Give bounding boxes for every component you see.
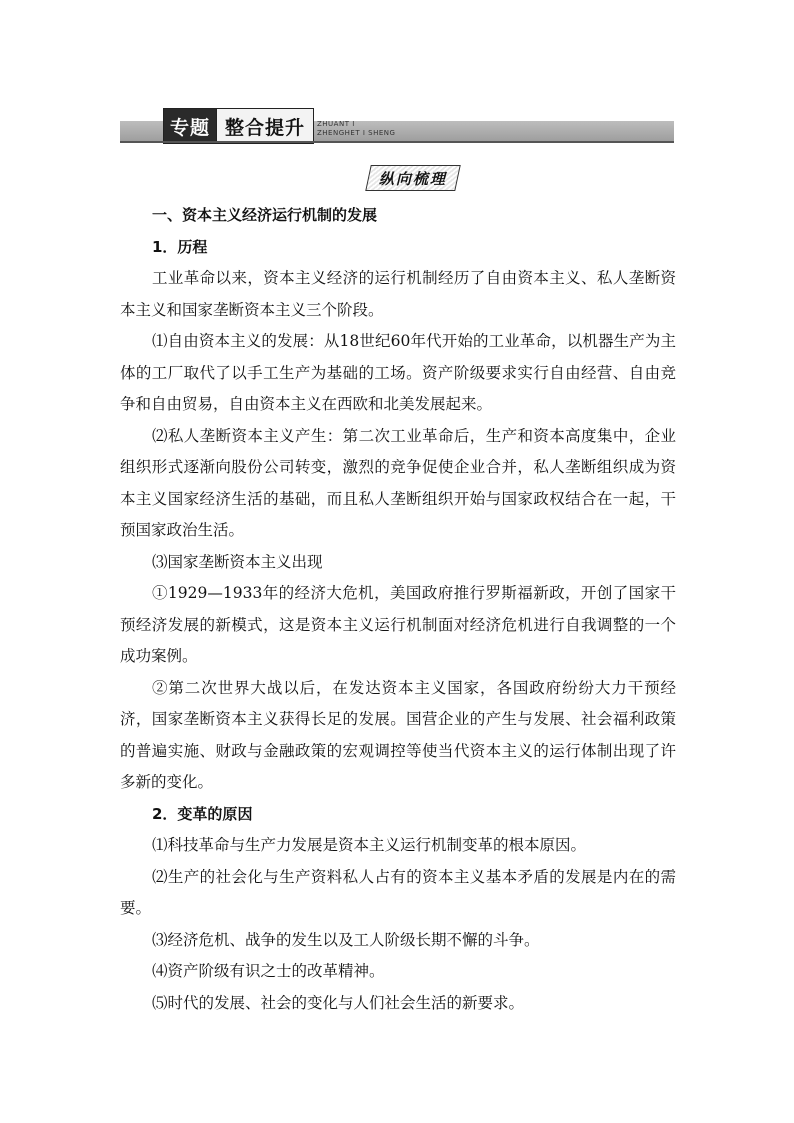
subheading-reasons: 2．变革的原因	[152, 804, 253, 823]
paragraph: ⑷资产阶级有识之士的改革精神。	[152, 962, 385, 980]
section-tag-label: 纵向梳理	[378, 169, 447, 188]
paragraph: 工业革命以来，资本主义经济的运行机制经历了自由资本主义、私人垄断资本主义和国家垄断资本主义三个阶段。	[120, 269, 676, 319]
banner-rule	[120, 141, 674, 143]
banner-title	[163, 108, 314, 144]
banner-title-light: 整合提升	[216, 109, 313, 143]
heading-1: 一、资本主义经济运行机制的发展	[152, 206, 378, 224]
paragraph: ⑴自由资本主义的发展：从18世纪60年代开始的工业革命，以机器生产为主体的工厂取代了以手工生产为基础的工场。资产阶级要求实行自由经营、自由竞争和自由贸易，自由资本主义在西欧和北美发展起来。	[120, 332, 676, 413]
paragraph: ⑶国家垄断资本主义出现	[152, 552, 323, 571]
paragraph: ⑴科技革命与生产力发展是资本主义运行机制变革的根本原因。	[152, 836, 587, 854]
banner-title-dark: 专题	[164, 109, 216, 143]
paragraph: ⑵私人垄断资本主义产生：第二次工业革命后，生产和资本高度集中，企业组织形式逐渐向股份公司转变，激烈的竞争促使企业合并，私人垄断组织成为资本主义国家经济生活的基础，而且私人垄断组织开始与国家政权结合在一起，干预国家政治生活。	[120, 426, 676, 539]
topic-banner	[120, 118, 674, 142]
banner-pinyin-line2: ZHENGHET I SHENG	[317, 129, 396, 137]
banner-pinyin	[317, 120, 395, 138]
paragraph: ⑸时代的发展、社会的变化与人们社会生活的新要求。	[152, 993, 525, 1012]
section-tag	[365, 165, 461, 191]
subheading-history: 1．历程	[152, 237, 208, 256]
paragraph: ⑵生产的社会化与生产资料私人占有的资本主义基本矛盾的发展是内在的需要。	[120, 867, 676, 917]
paragraph: ②第二次世界大战以后，在发达资本主义国家，各国政府纷纷大力干预经济，国家垄断资本主义获得长足的发展。国营企业的产生与发展、社会福利政策的普遍实施、财政与金融政策的宏观调控等使当代资本主义的运行体制出现了许多新的变化。	[120, 678, 676, 791]
banner-pinyin-line1: ZHUANT I	[317, 120, 355, 128]
document-body	[120, 200, 676, 1019]
paragraph: ①1929—1933年的经济大危机，美国政府推行罗斯福新政，开创了国家干预经济发展的新模式，这是资本主义运行机制面对经济危机进行自我调整的一个成功案例。	[120, 584, 676, 665]
paragraph: ⑶经济危机、战争的发生以及工人阶级长期不懈的斗争。	[152, 930, 540, 949]
